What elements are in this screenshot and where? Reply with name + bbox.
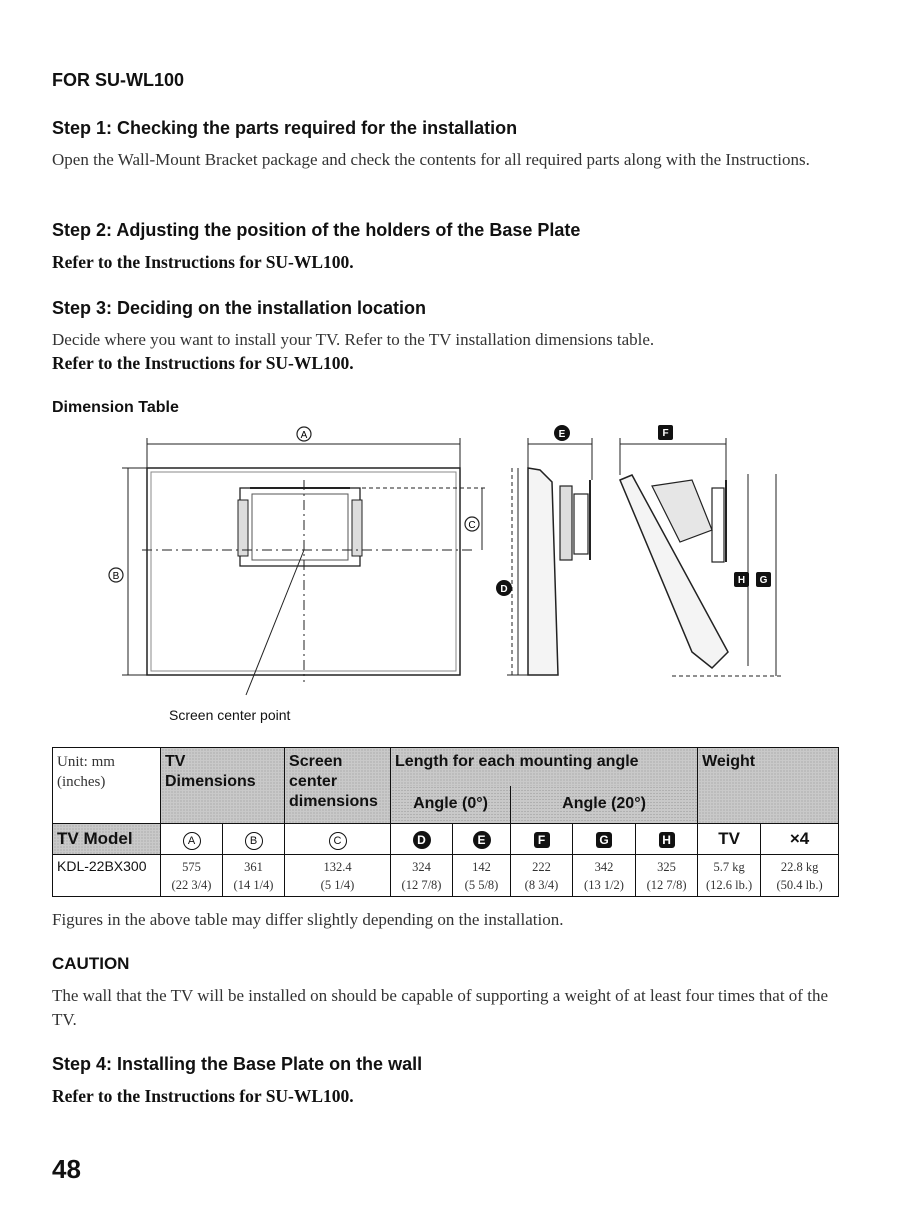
col-b — [223, 824, 285, 855]
step4-title: Step 4: Installing the Base Plate on the wall — [52, 1054, 423, 1074]
step2-ref: Refer to the Instructions for SU-WL100. — [52, 252, 354, 272]
label-g: G — [759, 575, 768, 586]
value-f: 222 (8 3/4) — [511, 855, 573, 897]
symbol-e: E — [473, 831, 491, 849]
step3-ref: Refer to the Instructions for SU-WL100. — [52, 353, 354, 373]
value-d: 324 (12 7/8) — [391, 855, 453, 897]
value-g: 342 (13 1/2) — [573, 855, 636, 897]
symbol-d: D — [413, 831, 431, 849]
symbol-a: A — [183, 832, 201, 850]
unit-cell — [53, 748, 161, 824]
page-number: 48 — [52, 1154, 81, 1184]
col-f — [511, 824, 573, 855]
col-g — [573, 824, 636, 855]
col-x4-weight: ×4 — [761, 824, 839, 855]
unit-label: Unit: mm — [57, 754, 115, 770]
length-header: Length for each mounting angle — [391, 748, 698, 786]
tv-dimensions-header: TV Dimensions — [161, 748, 285, 824]
value-tv-weight: 5.7 kg (12.6 lb.) — [698, 855, 761, 897]
value-c: 132.4 (5 1/4) — [285, 855, 391, 897]
label-b: B — [112, 571, 120, 582]
value-a: 575 (22 3/4) — [161, 855, 223, 897]
symbol-c: C — [329, 832, 347, 850]
screen-center-pointer — [246, 550, 304, 695]
label-c: C — [468, 520, 476, 531]
screen-center-header: Screen center dimensions — [285, 748, 391, 824]
value-h: 325 (12 7/8) — [636, 855, 698, 897]
col-h — [636, 824, 698, 855]
symbol-b: B — [245, 832, 263, 850]
symbol-h: H — [659, 832, 675, 848]
label-e: E — [558, 429, 566, 440]
bracket-front — [240, 488, 360, 566]
step2-title: Step 2: Adjusting the position of the holders of the Base Plate — [52, 220, 581, 240]
col-a — [161, 824, 223, 855]
tv-model-header: TV Model — [53, 824, 161, 855]
label-d: D — [500, 584, 508, 595]
model-cell: KDL-22BX300 — [53, 855, 161, 897]
dimension-table — [52, 747, 839, 897]
symbol-g: G — [596, 832, 612, 848]
step1-title: Step 1: Checking the parts required for the installation — [52, 118, 518, 138]
col-e — [453, 824, 511, 855]
value-b: 361 (14 1/4) — [223, 855, 285, 897]
caution-body: The wall that the TV will be installed on should be capable of supporting a weight of at least four times that of the TV. — [52, 986, 828, 1029]
table-note: Figures in the above table may differ slightly depending on the installation. — [52, 910, 564, 929]
step1-body: Open the Wall-Mount Bracket package and check the contents for all required parts along with the Instructions. — [52, 150, 810, 169]
tv-side-0deg — [528, 468, 558, 675]
step4-ref: Refer to the Instructions for SU-WL100. — [52, 1086, 354, 1106]
table-row — [53, 855, 839, 897]
caution-title: CAUTION — [52, 954, 130, 973]
model-heading: FOR SU-WL100 — [52, 70, 185, 90]
installation-diagram — [52, 420, 842, 705]
angle0-header: Angle (0°) — [391, 786, 511, 824]
col-c — [285, 824, 391, 855]
angle20-header: Angle (20°) — [511, 786, 698, 824]
label-h: H — [737, 575, 746, 586]
col-d — [391, 824, 453, 855]
step3-title: Step 3: Deciding on the installation location — [52, 298, 427, 318]
step3-body: Decide where you want to install your TV. Refer to the TV installation dimensions table. — [52, 330, 655, 349]
symbol-f: F — [534, 832, 550, 848]
value-e: 142 (5 5/8) — [453, 855, 511, 897]
unit-inches: (inches) — [57, 774, 106, 790]
weight-header: Weight — [698, 748, 839, 824]
dimension-table-title: Dimension Table — [52, 399, 179, 416]
screen-center-label: Screen center point — [169, 707, 291, 723]
value-x4-weight: 22.8 kg (50.4 lb.) — [761, 855, 839, 897]
label-a: A — [300, 430, 308, 441]
col-tv-weight: TV — [698, 824, 761, 855]
label-f: F — [662, 428, 669, 439]
